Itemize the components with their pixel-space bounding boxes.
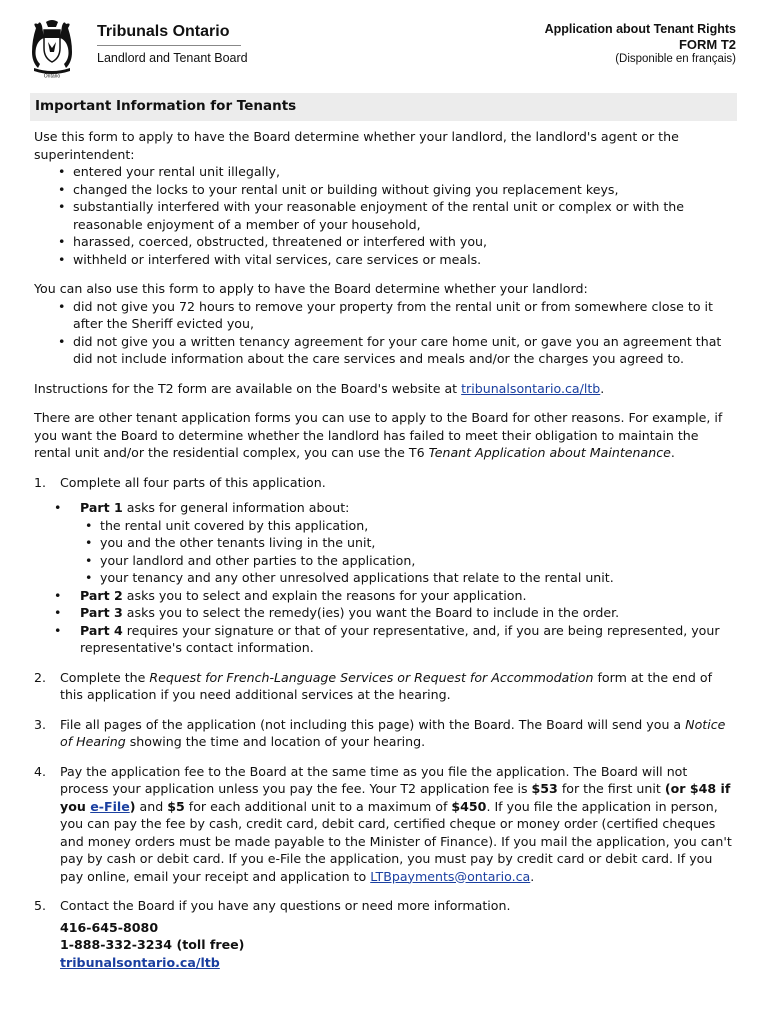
- list-item: • harassed, coerced, obstructed, threatened or interfered with you,: [73, 233, 734, 251]
- step-1-text: Complete all four parts of this application.: [60, 474, 326, 490]
- part-text: asks you to select and explain the reasons for your application.: [122, 587, 527, 603]
- intro-list: [34, 163, 734, 268]
- t6-form-title: Tenant Application about Maintenance: [428, 445, 671, 460]
- instructions-paragraph: [34, 380, 734, 398]
- step-1: [34, 474, 734, 657]
- step-number: 4.: [34, 763, 47, 779]
- step-3: [34, 716, 734, 751]
- part-label: Part 3: [80, 605, 123, 620]
- section-title: Important Information for Tenants: [35, 98, 297, 114]
- step-4-text: and: [135, 798, 168, 814]
- step-number: 2.: [34, 669, 47, 685]
- part-text: asks you to select the remedy(ies) you want the Board to include in the order.: [122, 605, 620, 620]
- part-label: Part 2: [80, 587, 123, 603]
- list-item: • did not give you a written tenancy agreement for your care home unit, or gave you an agreement that did not include information about the care services and meals and/or the charges you agreed to.: [73, 333, 734, 368]
- step-5: [34, 897, 734, 971]
- list-item: • substantially interfered with your reasonable enjoyment of the rental unit or complex or with the reasonable enjoyment of a member of your household,: [73, 198, 734, 233]
- part-text: asks for general information about:: [122, 500, 350, 515]
- other-forms-text: There are other tenant application forms you can use to apply to the Board for other reasons. For example, if you want the Board to determine whether the landlord has failed to meet their obligation to maintain the rental unit and/or the residential complex, you can use the T6: [34, 410, 723, 460]
- other-forms-paragraph: [34, 409, 734, 462]
- page-header: [0, 0, 768, 88]
- fee-maximum: $450: [451, 798, 487, 814]
- step-number: 1.: [34, 474, 47, 490]
- intro-paragraph: Use this form to apply to have the Board determine whether your landlord, the landlord's agent or the superintendent:: [34, 129, 679, 162]
- fee-additional-unit: $5: [167, 798, 185, 814]
- also-list: [34, 298, 734, 368]
- part-1-item: [80, 499, 734, 587]
- step-5-text: Contact the Board if you have any questions or need more information.: [60, 898, 511, 913]
- ontario-crest-logo: [28, 18, 76, 78]
- part-3-item: [80, 604, 734, 622]
- payments-email-link[interactable]: LTBpayments@ontario.ca: [370, 868, 531, 884]
- step-4: [34, 763, 734, 886]
- fee-efile-text: (or $48 if you: [60, 781, 731, 814]
- list-item: • entered your rental unit illegally,: [73, 163, 734, 181]
- also-paragraph: You can also use this form to apply to have the Board determine whether your landlord:: [34, 281, 588, 296]
- phone-local: 416-645-8080: [60, 919, 159, 935]
- part-1-sublist: [80, 517, 734, 587]
- list-item: • the rental unit covered by this application,: [100, 517, 734, 535]
- org-divider: [97, 45, 241, 46]
- step-4-text: for the first unit: [557, 781, 665, 796]
- efile-link[interactable]: e-File: [90, 798, 130, 814]
- part-2-item: [80, 587, 734, 605]
- notice-of-hearing-title: Notice of Hearing: [60, 716, 726, 749]
- parts-list: [80, 499, 734, 657]
- section-heading-bar: [30, 93, 737, 121]
- contact-website-link[interactable]: tribunalsontario.ca/ltb: [60, 954, 220, 970]
- other-forms-end: .: [670, 445, 675, 460]
- step-4-text: Pay the application fee to the Board at the same time as you file the application. The Board will not process your application unless you pay the fee. Your T2 application fee is: [60, 763, 688, 796]
- step-3-text-end: showing the time and location of your hearing.: [125, 734, 426, 749]
- step-2-text: Complete the: [60, 669, 150, 685]
- part-label: Part 4: [80, 622, 123, 638]
- list-item: • your landlord and other parties to the application,: [100, 552, 734, 570]
- form-identity: [545, 22, 736, 67]
- part-text: requires your signature or that of your representative, and, if you are being represented, your representative's contact information.: [80, 622, 720, 655]
- list-item: • did not give you 72 hours to remove your property from the rental unit or from somewhere close to it after the Sheriff evicted you,: [73, 298, 734, 333]
- step-2: [34, 669, 734, 704]
- part-4-item: [80, 622, 734, 657]
- step-number: 5.: [34, 898, 47, 913]
- website-link[interactable]: tribunalsontario.ca/ltb: [461, 380, 601, 396]
- request-form-title: Request for French-Language Services or Request for Accommodation: [149, 669, 594, 685]
- part-label: Part 1: [80, 500, 123, 515]
- step-4-text-end: .: [530, 868, 535, 884]
- instructions-text: Instructions for the T2 form are available on the Board's website at: [34, 380, 462, 396]
- document-body: [34, 128, 734, 983]
- form-title: Application about Tenant Rights: [544, 22, 736, 36]
- instructions-end: .: [600, 380, 605, 396]
- step-4-text: . If you file the application in person, you can pay the fee by cash, credit card, debit card, certified cheque or money order (certified cheques and money orders must be made payable to the Minister of Finance). If you mail the application, you can't pay by cash or debit card. If you e-File the application, you must pay by credit card or debit card. If you pay online, email your receipt and application to: [60, 798, 732, 884]
- phone-toll-free: 1-888-332-3234 (toll free): [60, 937, 245, 952]
- contact-block: [60, 919, 734, 972]
- list-item: • withheld or interfered with vital services, care services or meals.: [73, 251, 734, 269]
- list-item: • changed the locks to your rental unit or building without giving you replacement keys,: [73, 181, 734, 199]
- list-item: • you and the other tenants living in the unit,: [100, 534, 734, 552]
- fee-efile-end: ): [129, 798, 136, 814]
- fee-first-unit: $53: [531, 781, 558, 796]
- board-name: Landlord and Tenant Board: [97, 51, 248, 65]
- list-item: • your tenancy and any other unresolved applications that relate to the rental unit.: [100, 569, 734, 587]
- organization-block: [97, 22, 248, 66]
- steps-list: [34, 474, 734, 972]
- step-4-text: for each additional unit to a maximum of: [184, 798, 452, 814]
- step-number: 3.: [34, 716, 47, 732]
- step-2-text-end: form at the end of this application if you need additional services at the hearing.: [60, 669, 713, 702]
- form-code: FORM T2: [678, 37, 736, 52]
- french-note: (Disponible en français): [615, 53, 736, 65]
- svg-text:Ontario: Ontario: [43, 73, 61, 78]
- org-name: Tribunals Ontario: [97, 23, 230, 40]
- step-3-text: File all pages of the application (not including this page) with the Board. The Board will send you a: [60, 716, 686, 732]
